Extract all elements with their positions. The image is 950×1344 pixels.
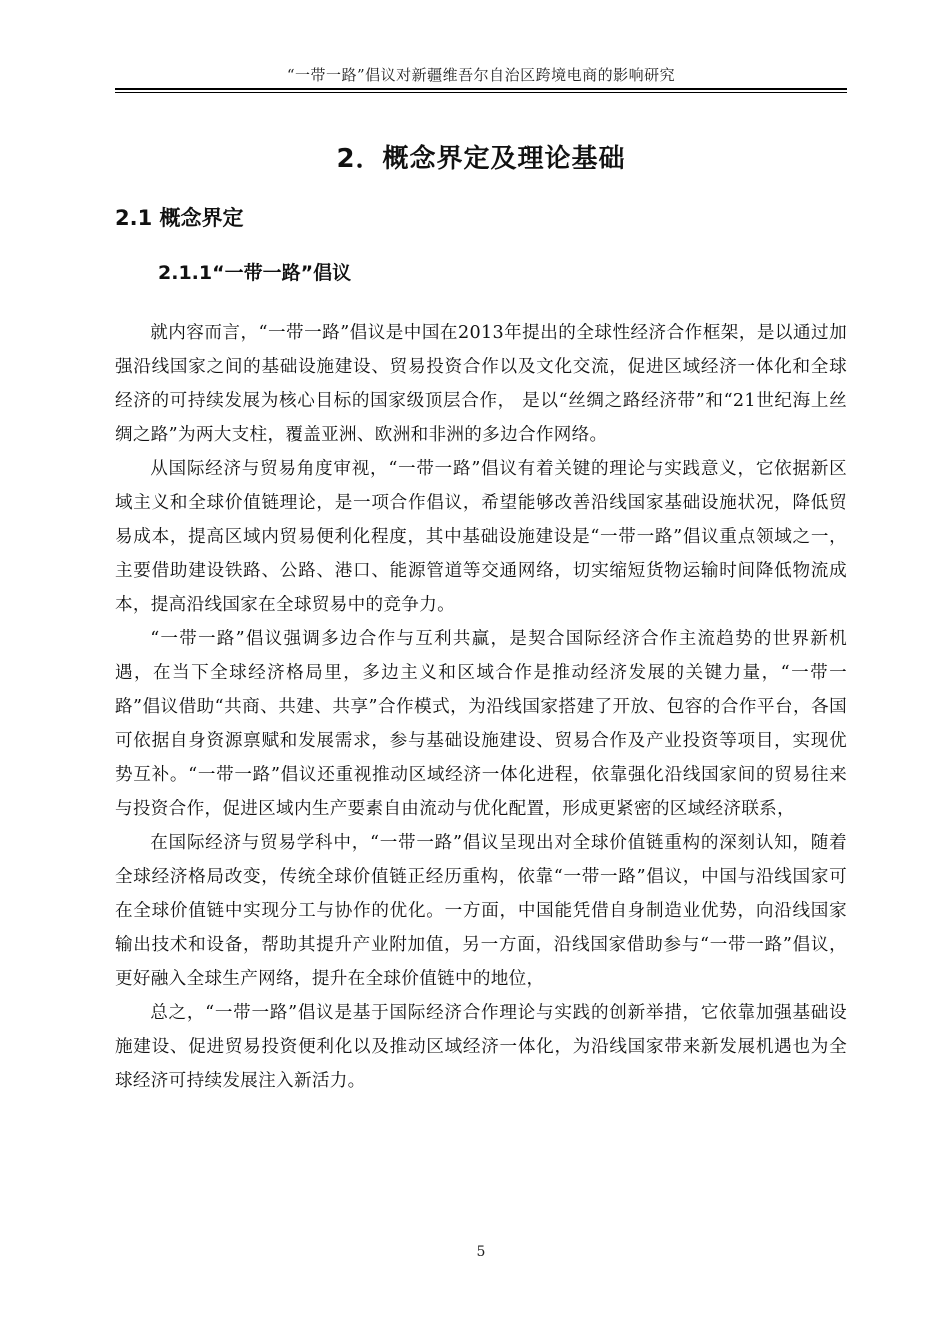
header-divider-thin: [115, 92, 847, 93]
chapter-title: 2．概念界定及理论基础: [336, 144, 626, 174]
paragraph: 从国际经济与贸易角度审视，“一带一路”倡议有着关键的理论与实践意义，它依据新区域主义和全球价值链理论，是一项合作倡议，希望能够改善沿线国家基础设施状况，降低贸易成本，提高区域内贸易便利化程度，其中基础设施建设是“一带一路”倡议重点领域之一，主要借助建设铁路、公路、港口、能源管道等交通网络，切实缩短货物运输时间降低物流成本，提高沿线国家在全球贸易中的竞争力。: [115, 459, 847, 615]
paragraph: 在国际经济与贸易学科中，“一带一路”倡议呈现出对全球价值链重构的深刻认知，随着全球经济格局改变，传统全球价值链正经历重构，依靠“一带一路”倡议，中国与沿线国家可在全球价值链中实现分工与协作的优化。一方面，中国能凭借自身制造业优势，向沿线国家输出技术和设备，帮助其提升产业附加值，另一方面，沿线国家借助参与“一带一路”倡议，更好融入全球生产网络，提升在全球价值链中的地位，: [115, 833, 847, 989]
body-text: [115, 316, 847, 1098]
running-header: “一带一路”倡议对新疆维吾尔自治区跨境电商的影响研究: [286, 66, 676, 84]
section-title: 2.1 概念界定: [115, 206, 244, 230]
paragraph: 总之，“一带一路”倡议是基于国际经济合作理论与实践的创新举措，它依靠加强基础设施建设、促进贸易投资便利化以及推动区域经济一体化，为沿线国家带来新发展机遇也为全球经济可持续发展注入新活力。: [115, 1003, 847, 1091]
subsection-title: 2.1.1“一带一路”倡议: [158, 262, 352, 284]
paragraph: “一带一路”倡议强调多边合作与互利共赢，是契合国际经济合作主流趋势的世界新机遇，在当下全球经济格局里，多边主义和区域合作是推动经济发展的关键力量，“一带一路”倡议借助“共商、共建、共享”合作模式，为沿线国家搭建了开放、包容的合作平台，各国可依据自身资源禀赋和发展需求，参与基础设施建设、贸易合作及产业投资等项目，实现优势互补。“一带一路”倡议还重视推动区域经济一体化进程，依靠强化沿线国家间的贸易往来与投资合作，促进区域内生产要素自由流动与优化配置，形成更紧密的区域经济联系，: [115, 629, 847, 819]
header-divider-thick: [115, 88, 847, 90]
paragraph: 就内容而言，“一带一路”倡议是中国在2013年提出的全球性经济合作框架，是以通过加强沿线国家之间的基础设施建设、贸易投资合作以及文化交流，促进区域经济一体化和全球经济的可持续发展为核心目标的国家级顶层合作， 是以“丝绸之路经济带”和“21世纪海上丝绸之路”为两大支柱，覆盖亚洲、欧洲和非洲的多边合作网络。: [115, 323, 847, 445]
page-number: 5: [476, 1244, 486, 1260]
